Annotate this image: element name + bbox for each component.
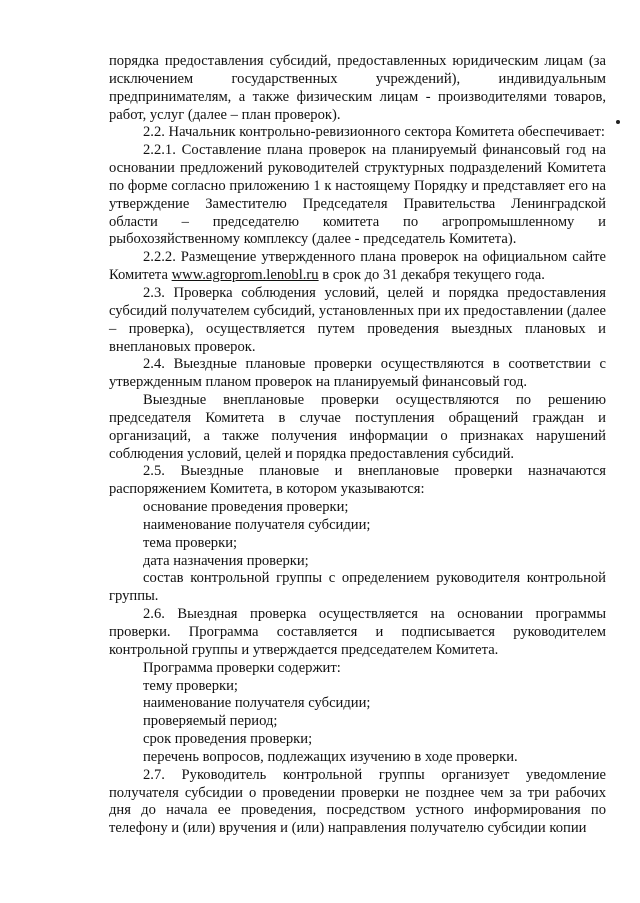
- list-item-2-6: срок проведения проверки;: [143, 731, 313, 748]
- list-item-2-6: проверяемый период;: [143, 713, 278, 730]
- paragraph-2-2-2-text-end: в срок до 31 декабря текущего года.: [318, 267, 545, 284]
- paragraph-2-6: 2.6. Выездная проверка осуществляется на основании программы проверки. Программа составляется и подписывается руководителем контрольной группы и утверждается председателем Комитета.: [109, 606, 606, 658]
- list-item-2-5: основание проведения проверки;: [143, 499, 349, 516]
- paragraph-2-4-unscheduled: Выездные внеплановые проверки осуществляются по решению председателя Комитета в случае поступления обращений граждан и организаций, а также получения информации о признаках нарушений соблюдения условий, целей и порядка предоставления субсидий.: [109, 392, 606, 462]
- paragraph-2-2-2-text-start: 2.2.2. Размещение утвержденного плана проверок на официальном сайте Комитета: [109, 249, 606, 284]
- paragraph-2-2-2: [109, 249, 606, 285]
- scan-speck: [616, 120, 620, 124]
- list-item-2-5-last: состав контрольной группы с определением руководителя контрольной группы.: [109, 570, 606, 605]
- list-item-2-5: дата назначения проверки;: [143, 552, 309, 569]
- committee-website-link[interactable]: www.agroprom.lenobl.ru: [171, 267, 319, 284]
- document-body: [109, 53, 606, 838]
- list-item-2-6: наименование получателя субсидии;: [143, 695, 371, 712]
- paragraph-intro: порядка предоставления субсидий, предоставленных юридическим лицам (за исключением государственных учреждений), индивидуальным предпринимателям, а также физическим лицам - производителями товаров, работ, услуг (далее – план проверок).: [109, 53, 606, 123]
- list-item-2-6: перечень вопросов, подлежащих изучению в ходе проверки.: [143, 748, 518, 765]
- paragraph-2-5: 2.5. Выездные плановые и внеплановые проверки назначаются распоряжением Комитета, в котором указываются:: [109, 463, 606, 498]
- paragraph-2-3: 2.3. Проверка соблюдения условий, целей и порядка предоставления субсидий получателем субсидий, установленных при их предоставлении (далее – проверка), осуществляется путем проведения выездных плановых и внеплановых проверок.: [109, 284, 606, 355]
- list-item-2-5: тема проверки;: [143, 534, 238, 551]
- list-item-2-6: тему проверки;: [143, 677, 238, 694]
- paragraph-2-4: 2.4. Выездные плановые проверки осуществляются в соответствии с утвержденным планом проверок на планируемый финансовый год.: [109, 356, 606, 391]
- paragraph-2-2: 2.2. Начальник контрольно-ревизионного сектора Комитета обеспечивает:: [143, 124, 605, 141]
- list-2-6-header: Программа проверки содержит:: [143, 659, 341, 676]
- paragraph-2-2-1: 2.2.1. Составление плана проверок на планируемый финансовый год на основании предложений руководителей структурных подразделений Комитета по форме согласно приложению 1 к настоящему Порядку и представляет его на утверждение Заместителю Председателя Правительства Ленинградской области – председателю комитета по агропромышленному и рыбохозяйственному комплексу (далее - председатель Комитета).: [109, 142, 606, 248]
- list-item-2-5: наименование получателя субсидии;: [143, 516, 371, 533]
- paragraph-2-7: 2.7. Руководитель контрольной группы организует уведомление получателя субсидии о проведении проверки не позднее чем за три рабочих дня до начала ее проведения, посредством устного информирования по телефону и (или) вручения и (или) направления получателю субсидии копии: [109, 766, 606, 837]
